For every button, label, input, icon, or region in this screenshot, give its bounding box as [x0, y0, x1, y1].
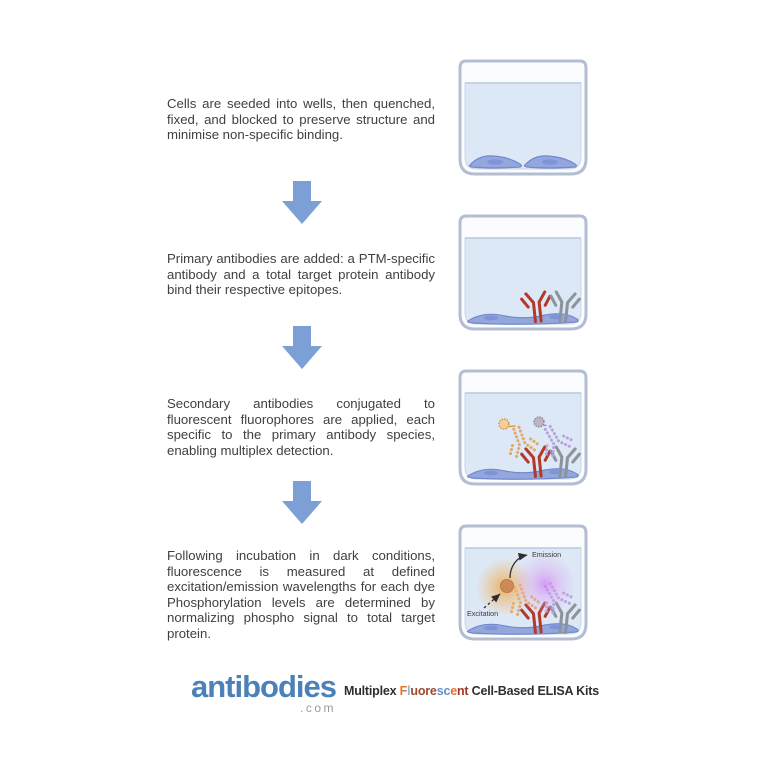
step-1-description: Cells are seeded into wells, then quenched, fixed, and blocked to preserve structure and minimise non-specific binding.: [167, 96, 435, 143]
gray-fluorophore-icon: [534, 417, 544, 427]
logo-wordmark: antibodies: [191, 669, 337, 704]
step-3-description: Secondary antibodies conjugated to fluorescent fluorophores are applied, each specific to the primary antibody species, enabling multiplex detection.: [167, 396, 435, 458]
excitation-label: Excitation: [467, 609, 499, 618]
purple-fluorescence-glow: [514, 553, 576, 615]
well-liquid: [465, 238, 581, 324]
down-arrow-icon: [282, 181, 322, 224]
subtitle-prefix: Multiplex: [344, 684, 400, 698]
orange-fluorophore-icon: [499, 419, 509, 429]
subtitle-suffix: Cell-Based ELISA Kits: [468, 684, 599, 698]
step-2-well-illustration: [457, 214, 589, 332]
down-arrow-icon: [282, 326, 322, 369]
emission-label: Emission: [532, 550, 562, 559]
logo-tld: .com: [300, 701, 337, 715]
antibodies-logo: [191, 669, 337, 715]
step-2-description: Primary antibodies are added: a PTM-specific antibody and a total target protein antibody bind their respective epitopes.: [167, 251, 435, 298]
step-4-description: Following incubation in dark conditions, fluorescence is measured at defined excitation/emission wavelengths for each dye Phosphorylation levels are determined by normalizing phospho signal to total target protein.: [167, 548, 435, 641]
fluorophore-linker: [509, 426, 516, 427]
down-arrow-icon: [282, 481, 322, 524]
step-4-well-illustration: [457, 524, 589, 642]
product-subtitle: Multiplex Fluorescent Cell-Based ELISA Kits: [344, 684, 599, 698]
well-liquid: [465, 83, 581, 169]
step-1-well-illustration: [457, 59, 589, 177]
step-3-well-illustration: [457, 369, 589, 487]
excited-fluorophore-icon: [501, 580, 514, 593]
